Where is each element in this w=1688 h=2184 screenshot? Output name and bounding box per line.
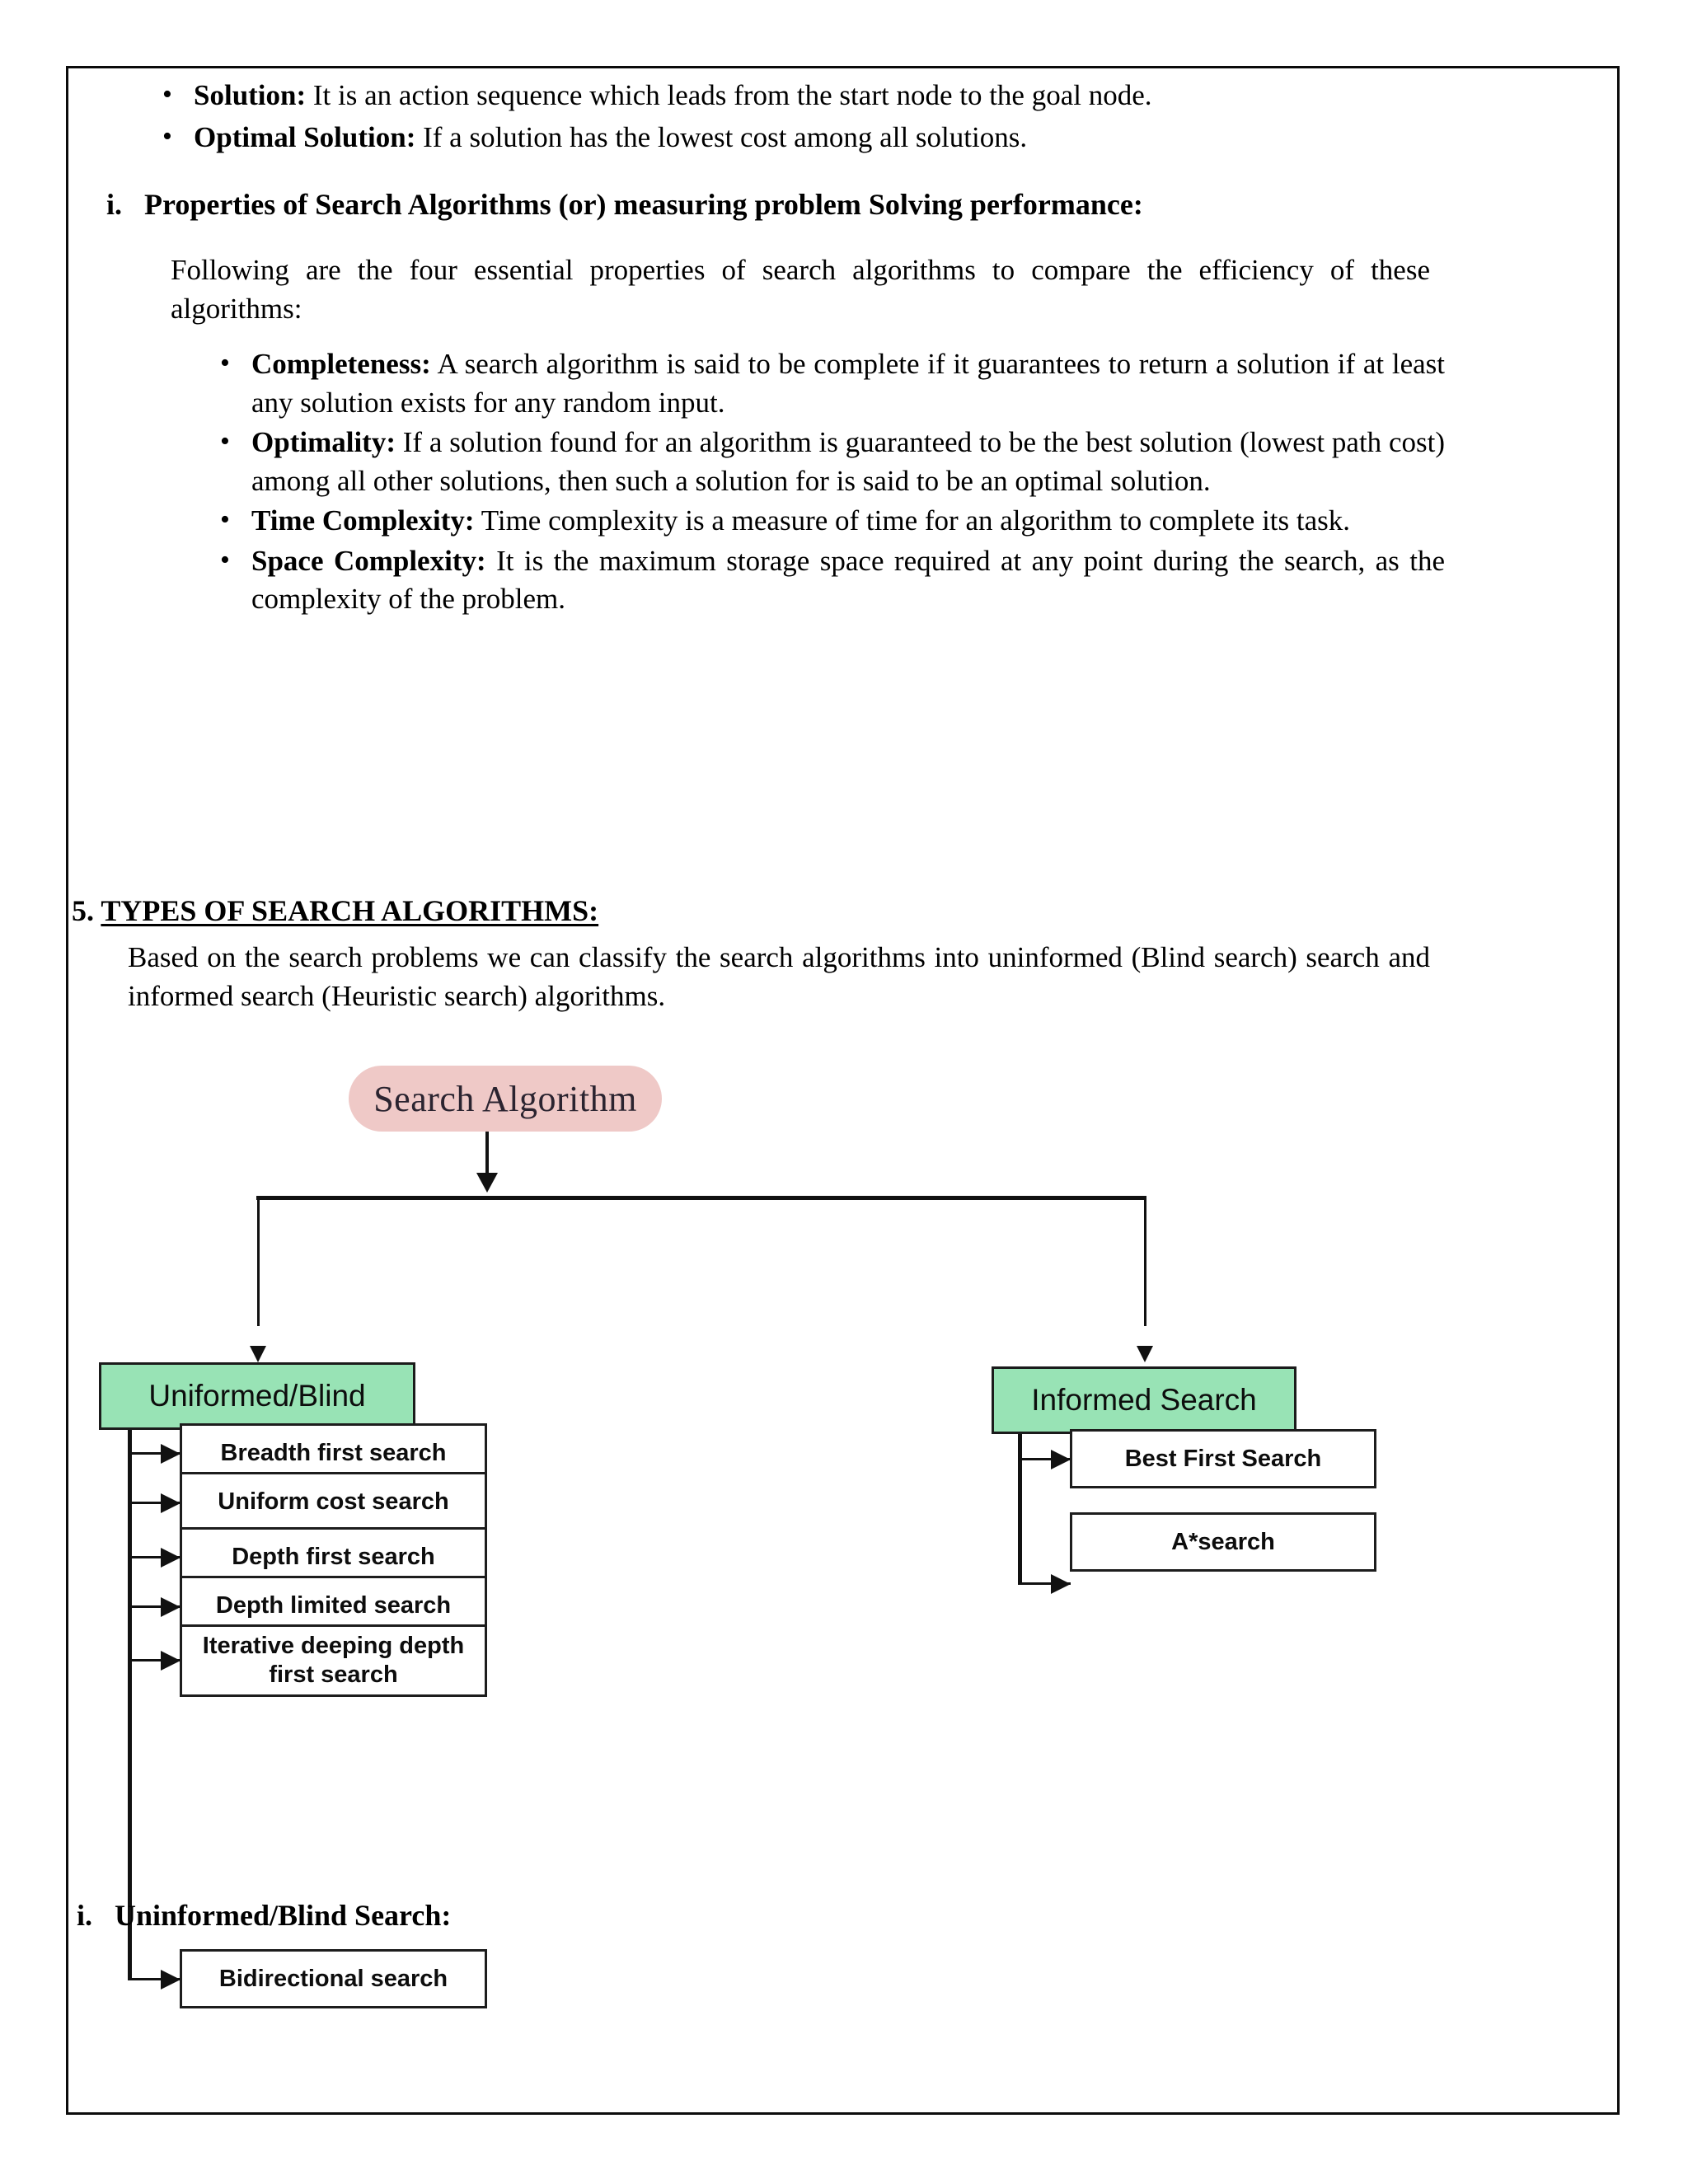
arrow-left-child-4-icon bbox=[161, 1597, 181, 1617]
diagram-leaf-iterative-deeping-depth-first-search bbox=[180, 1624, 487, 1697]
types-heading-title: TYPES OF SEARCH ALGORITHMS: bbox=[101, 894, 599, 927]
arrow-left-child-2-icon bbox=[161, 1493, 181, 1513]
bullet-text: It is the maximum storage space required at any point during the search, as the complexity of the problem. bbox=[251, 544, 1445, 616]
arrow-left-child-3-icon bbox=[161, 1548, 181, 1568]
bullet-text: It is an action sequence which leads from the start node to the goal node. bbox=[306, 79, 1152, 111]
bullet-term: Space Complexity: bbox=[251, 544, 486, 577]
diagram-leaf-label: Depth limited search bbox=[215, 1591, 452, 1619]
arrow-left-child-1-icon bbox=[161, 1444, 181, 1464]
list-item bbox=[209, 345, 1445, 422]
bullet-term: Time Complexity: bbox=[251, 504, 475, 537]
bullet-term: Optimal Solution: bbox=[194, 120, 416, 153]
diagram-leaf-label: Breadth first search bbox=[220, 1439, 447, 1466]
bottom-heading-text: Uninformed/Blind Search: bbox=[115, 1899, 452, 1932]
bullet-glyph: • bbox=[162, 79, 172, 110]
list-item bbox=[151, 77, 1486, 115]
types-paragraph: Based on the search problems we can classify the search algorithms into uninformed (Blind search) search and informed search (Heuristic search) algorithms. bbox=[128, 941, 1430, 1012]
diagram-leaf-a-star-search bbox=[1070, 1512, 1376, 1572]
bullet-glyph: • bbox=[220, 348, 230, 378]
bullet-glyph: • bbox=[220, 544, 230, 575]
list-item bbox=[209, 502, 1445, 541]
diagram-leaf-bidirectional-search bbox=[180, 1949, 487, 2008]
types-heading-number: 5. bbox=[72, 894, 94, 927]
properties-heading-text: Properties of Search Algorithms (or) measuring problem Solving performance: bbox=[144, 188, 1143, 221]
bullet-term: Solution: bbox=[194, 79, 307, 111]
bullet-term: Completeness: bbox=[251, 348, 431, 380]
bullet-text: Time complexity is a measure of time for an algorithm to complete its task. bbox=[474, 504, 1351, 537]
connector-right-drop bbox=[1144, 1196, 1146, 1326]
page-border bbox=[66, 66, 1620, 2115]
diagram-leaf-label: Uniform cost search bbox=[218, 1488, 449, 1515]
diagram-leaf-label: Iterative deeping depth first search bbox=[202, 1633, 465, 1688]
properties-intro-paragraph: Following are the four essential properties of search algorithms to compare the efficiency of these algorithms: bbox=[171, 254, 1430, 325]
property-bullet-list bbox=[209, 345, 1445, 622]
arrow-right-down-icon bbox=[1137, 1346, 1153, 1362]
bullet-term: Optimality: bbox=[251, 426, 396, 459]
diagram-leaf-label: Bidirectional search bbox=[218, 1965, 448, 1992]
bullet-glyph: • bbox=[162, 120, 172, 152]
arrow-right-child-2-icon bbox=[1051, 1574, 1071, 1594]
arrow-root-down-icon bbox=[476, 1173, 498, 1193]
list-item bbox=[209, 424, 1445, 500]
properties-heading-number: i. bbox=[106, 188, 123, 221]
diagram-node-informed-label: Informed Search bbox=[1031, 1383, 1257, 1417]
connector-right-stem bbox=[1018, 1434, 1022, 1585]
connector-root-trunk bbox=[485, 1132, 489, 1177]
properties-heading bbox=[106, 185, 1549, 224]
bullet-text: If a solution has the lowest cost among all solutions. bbox=[415, 120, 1028, 153]
arrow-left-down-icon bbox=[250, 1346, 266, 1362]
arrow-right-child-1-icon bbox=[1051, 1450, 1071, 1469]
connector-split-bar bbox=[256, 1196, 1146, 1200]
diagram-leaf-label: Best First Search bbox=[1124, 1445, 1322, 1472]
arrow-left-child-5-icon bbox=[161, 1651, 181, 1671]
diagram-node-informed bbox=[992, 1366, 1296, 1434]
connector-left-drop bbox=[257, 1196, 260, 1326]
diagram-leaf-label: Depth first search bbox=[232, 1543, 435, 1570]
diagram-node-root bbox=[349, 1066, 662, 1132]
diagram-leaf-best-first-search bbox=[1070, 1429, 1376, 1488]
list-item bbox=[151, 119, 1486, 157]
bullet-glyph: • bbox=[220, 504, 230, 536]
diagram-node-uninformed bbox=[99, 1362, 415, 1430]
diagram-leaf-label: A*search bbox=[1171, 1528, 1275, 1555]
types-section-heading bbox=[72, 893, 598, 930]
list-item bbox=[209, 542, 1445, 619]
bullet-text: A search algorithm is said to be complete if it guarantees to return a solution if at least any solution exists for any random input. bbox=[251, 348, 1445, 419]
bottom-heading-number: i. bbox=[77, 1899, 93, 1932]
top-bullet-list bbox=[151, 77, 1486, 160]
arrow-left-child-6-icon bbox=[161, 1970, 181, 1990]
bullet-text: If a solution found for an algorithm is guaranteed to be the best solution (lowest path cost) among all other solutions, then such a solution for is said to be an optimal solution. bbox=[251, 426, 1445, 497]
search-algorithm-taxonomy-diagram bbox=[68, 1066, 1617, 1992]
diagram-leaf-uniform-cost-search bbox=[180, 1472, 487, 1531]
uninformed-blind-search-heading bbox=[77, 1896, 451, 1935]
diagram-node-uninformed-label: Uniformed/Blind bbox=[148, 1379, 366, 1413]
diagram-node-root-label: Search Algorithm bbox=[373, 1078, 637, 1119]
bullet-glyph: • bbox=[220, 426, 230, 457]
